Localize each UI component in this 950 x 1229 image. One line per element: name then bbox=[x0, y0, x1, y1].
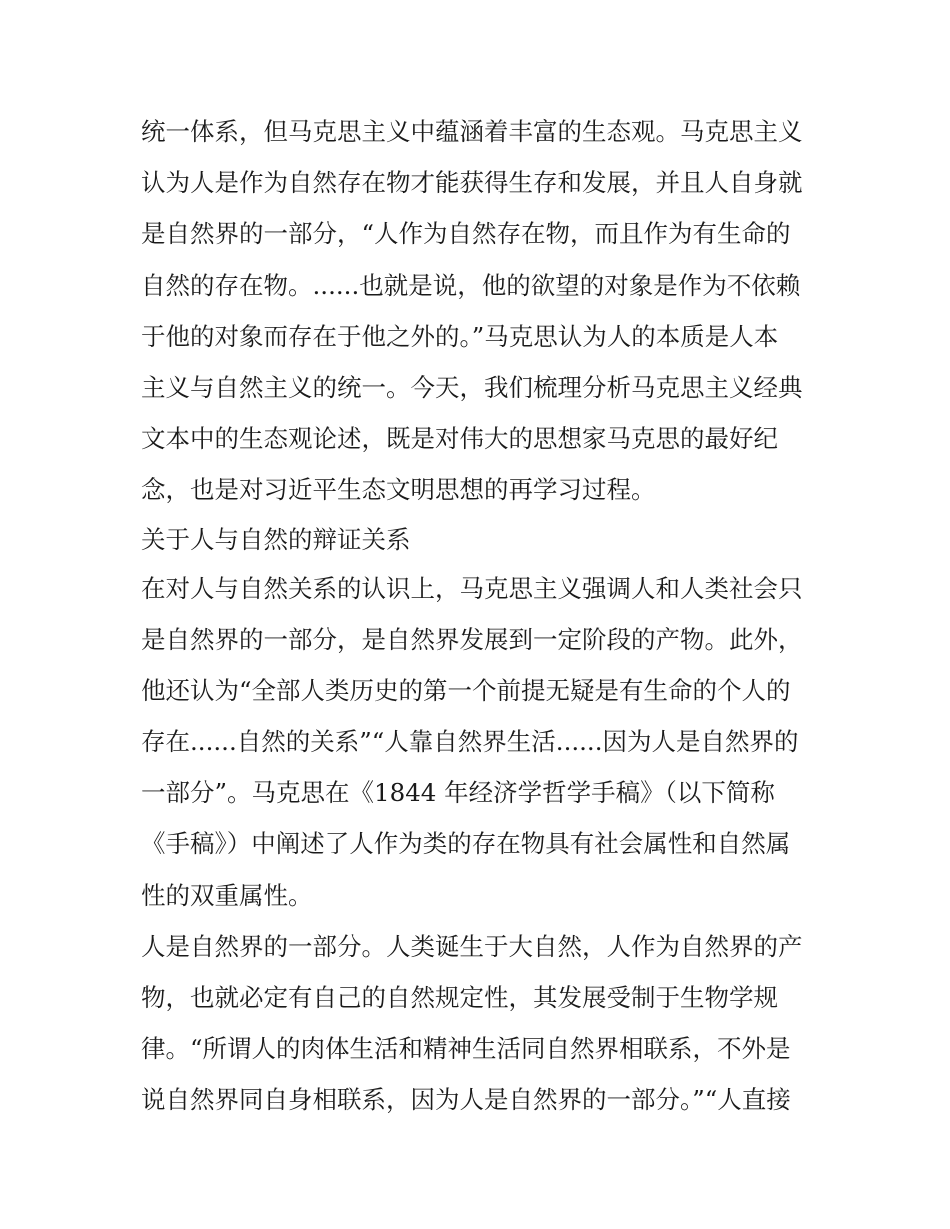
text-line: 文本中的生态观论述，既是对伟大的思想家马克思的最好纪 bbox=[141, 424, 778, 454]
text-line: 《手稿》）中阐述了人作为类的存在物具有社会属性和自然属 bbox=[141, 829, 791, 859]
text-line: 律。“所谓人的肉体生活和精神生活同自然界相联系，不外是 bbox=[141, 1034, 791, 1064]
text-line: 人是自然界的一部分。人类诞生于大自然，人作为自然界的产 bbox=[141, 931, 803, 961]
text-line: 他还认为“全部人类历史的第一个前提无疑是有生命的个人的 bbox=[141, 675, 791, 705]
body-text bbox=[141, 106, 821, 1126]
text-line: 主义与自然主义的统一。今天，我们梳理分析马克思主义经典 bbox=[141, 372, 803, 402]
text-line: 存在......自然的关系”“人靠自然界生活......因为人是自然界的 bbox=[141, 727, 799, 757]
text-line: 统一体系，但马克思主义中蕴涵着丰富的生态观。马克思主义 bbox=[141, 117, 803, 146]
section-heading: 关于人与自然的辩证关系 bbox=[141, 524, 411, 554]
text-line: 于他的对象而存在于他之外的。”马克思认为人的本质是人本 bbox=[141, 321, 779, 351]
text-line: 是自然界的一部分，“人作为自然存在物，而且作为有生命的 bbox=[141, 219, 791, 249]
text-line: 说自然界同自身相联系，因为人是自然界的一部分。”“人直接 bbox=[141, 1085, 791, 1115]
text-line: 念，也是对习近平生态文明思想的再学习过程。 bbox=[141, 475, 656, 505]
text-line: 一部分”。马克思在《1844 年经济学哲学手稿》（以下简称 bbox=[141, 778, 775, 808]
text-line: 物，也就必定有自己的自然规定性，其发展受制于生物学规 bbox=[141, 983, 778, 1012]
text-line: 认为人是作为自然存在物才能获得生存和发展，并且人自身就 bbox=[141, 168, 803, 198]
text-line: 性的双重属性。 bbox=[141, 880, 313, 910]
text-line: 是自然界的一部分，是自然界发展到一定阶段的产物。此外， bbox=[141, 624, 803, 654]
text-line: 在对人与自然关系的认识上，马克思主义强调人和人类社会只 bbox=[141, 573, 803, 603]
text-line: 自然的存在物。......也就是说，他的欲望的对象是作为不依赖 bbox=[141, 270, 801, 300]
